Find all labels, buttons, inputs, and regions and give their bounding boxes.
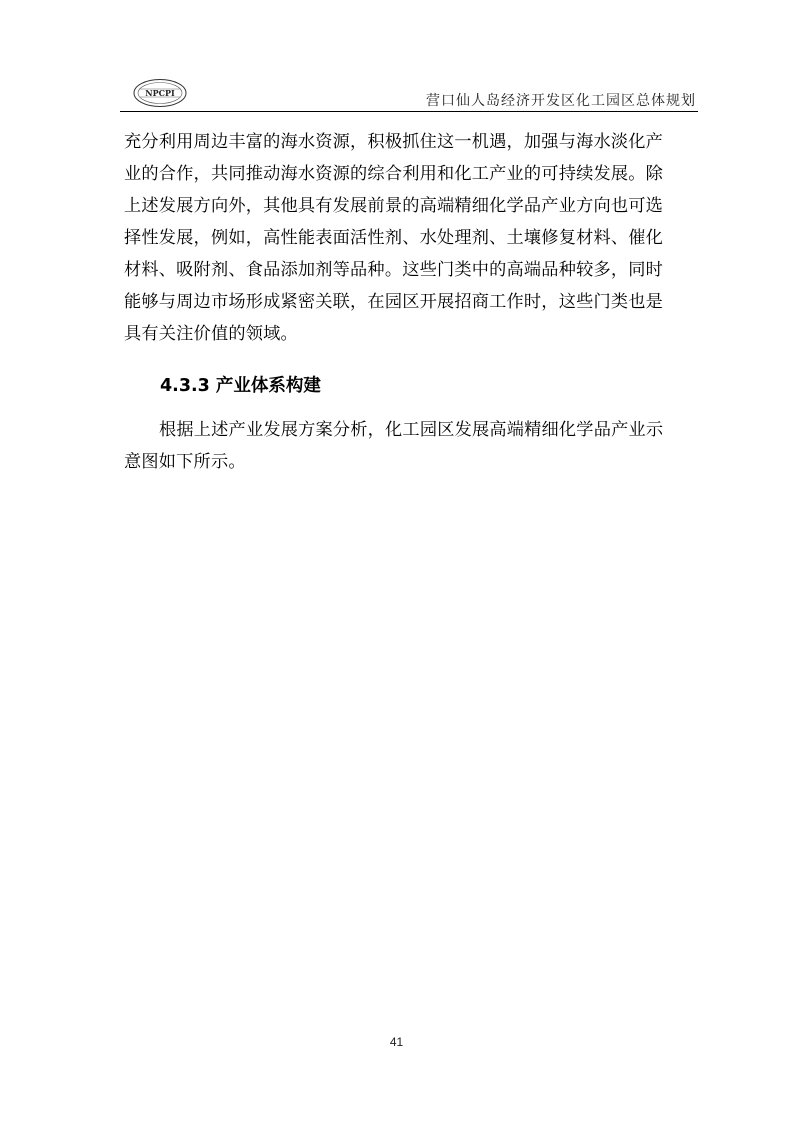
text-line: 能够与周边市场形成紧密关联，在园区开展招商工作时，这些门类也是 (124, 292, 664, 312)
text-line: 根据上述产业发展方案分析，化工园区发展高端精细化学品产业示 (159, 420, 664, 440)
logo-text: NPCPI (145, 88, 175, 98)
text-line: 充分利用周边丰富的海水资源，积极抓住这一机遇，加强与海水淡化产 (124, 132, 664, 152)
document-title: 营口仙人岛经济开发区化工园区总体规划 (426, 93, 696, 109)
text-line: 上述发展方向外，其他具有发展前景的高端精细化学品产业方向也可选 (124, 196, 664, 216)
paragraph-2 (124, 414, 706, 478)
paragraph-1 (124, 126, 706, 350)
text-line: 意图如下所示。 (124, 452, 246, 472)
text-line: 材料、吸附剂、食品添加剂等品种。这些门类中的高端品种较多，同时 (124, 260, 664, 280)
text-line: 业的合作，共同推动海水资源的综合利用和化工产业的可持续发展。除 (124, 164, 664, 184)
page-header (120, 74, 698, 114)
page-number: 41 (389, 1035, 404, 1049)
npcpi-logo-icon (132, 78, 188, 108)
section-heading: 4.3.3 产业体系构建 (160, 376, 321, 396)
text-line: 择性发展，例如，高性能表面活性剂、水处理剂、土壤修复材料、催化 (124, 228, 664, 248)
header-divider (120, 111, 698, 112)
text-line: 具有关注价值的领域。 (124, 324, 298, 344)
